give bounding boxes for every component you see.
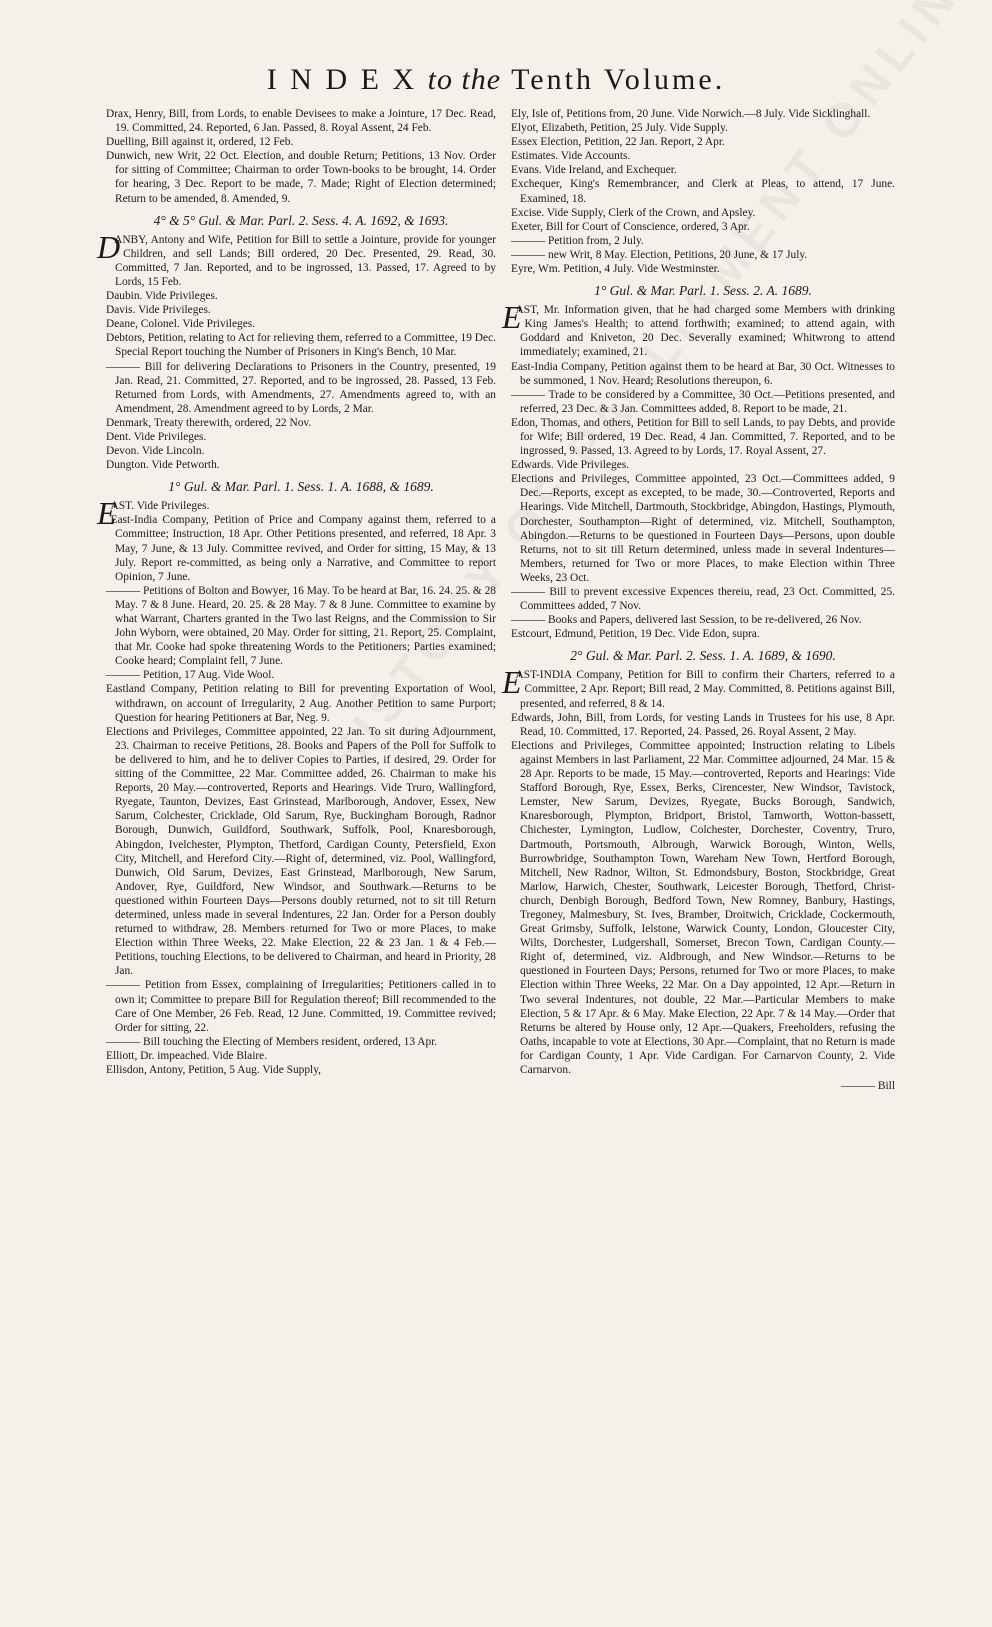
entry-text: AST. Vide Privileges. [110,500,210,513]
index-entry: Estcourt, Edmund, Petition, 19 Dec. Vide Edon, supra. [511,628,760,641]
index-entry [502,299,895,359]
entry-text: AST-INDIA Company, Petition for Bill to confirm their Charters, referred to a Committee, 2 Apr. Report; Bill read, 2 May. Committed, 8. Petitions against Bill, presented, and referred, 8 & 14. [515,669,895,710]
index-entry: Deane, Colonel. Vide Privileges. [106,318,256,331]
index-entry: Denmark, Treaty therewith, ordered, 22 Nov. [106,416,312,429]
index-entry: ——— Petitions of Bolton and Bowyer, 16 May. To be heard at Bar, 16. 24. 25. & 28 May. 7 & 8 June. Heard, 20. 25. & 28 May. 7 & 8 June. Committee to examine by what Warrant, Charters granted in the Two last Reigns, and the Commission to Sir John Wyborn, were obtained, 20 May. Order for sitting, 21. Report, 25. Complaint, that Mr. Cooke had spoke threatening Words to the Petitioners; Parties examined; Cooke heard; Complaint fell, 7 June. [106,584,496,668]
title-index: I N D E X [266,63,418,96]
index-entry: Debtors, Petition, relating to Act for relieving them, referred to a Committee, 19 Dec. Special Report touching the Number of Prisoners in King's Bench, 10 Mar. [106,332,496,359]
index-entry [97,228,496,289]
index-entry: ——— Bill for delivering Declarations to Prisoners in the Country, presented, 19 Jan. Read, 21. Committed, 27. Reported, and to be ingrossed, 28. Passed, 13 Feb. Returned from Lords, with Amendments, 27. Amendments agreed to, with an Amendment, 28. Amendment agreed to by Lords, 2 Mar. [106,360,496,415]
index-entry: Eyre, Wm. Petition, 4 July. Vide Westminster. [511,263,720,276]
index-entry: Ely, Isle of, Petitions from, 20 June. Vide Norwich.—8 July. Vide Sicklinghall. [511,108,871,120]
index-entry: ——— Trade to be considered by a Committee, 30 Oct.—Petitions presented, and referred, 23 Dec. & 3 Jan. Committees added, 8. Report to be made, 21. [511,388,895,415]
index-entry: ——— Petition from Essex, complaining of Irregularities; Petitioners called in to own it; Committee to prepare Bill for Regulation thereof; Bill recommended to the Care of One Member, 26 Feb. Read, 12 June. Committed, 19. Committee revived; Order for sitting, 22. [106,979,496,1034]
index-entry: East-India Company, Petition against them to be heard at Bar, 30 Oct. Witnesses to be summoned, 1 Nov. Heard; Resolutions thereupon, 6. [511,360,895,387]
section-heading: 1° Gul. & Mar. Parl. 1. Sess. 2. A. 1689. [594,283,812,299]
index-entry: Edwards, John, Bill, from Lords, for vesting Lands in Trustees for his use, 8 Apr. Read, 10. Committed, 17. Reported, 24. Passed, 26. Royal Assent, 2 May. [511,711,895,738]
index-entry: Dunwich, new Writ, 22 Oct. Election, and double Return; Petitions, 13 Nov. Order for sitting of Committee; Chairman to order Town-books to be brought, 14. Order for hearing, 3 Dec. Report to be made, 7. Made; Right of Election determined; Return to be amended, 8. Amended, 9. [106,150,496,205]
index-entry: Eastland Company, Petition relating to Bill for preventing Exportation of Wool, withdrawn, on account of Irregularity, 2 Aug. Another Petition to same Purport; Question for hearing Petitioners at Bar, Neg. 9. [106,683,496,724]
section-heading: 4° & 5° Gul. & Mar. Parl. 2. Sess. 4. A. 1692, & 1693. [153,212,449,228]
index-entry: Elliott, Dr. impeached. Vide Blaire. [106,1049,268,1062]
index-entry: Evans. Vide Ireland, and Exchequer. [511,164,677,177]
left-column [97,107,496,1077]
index-entry: Elyot, Elizabeth, Petition, 25 July. Vide Supply. [511,122,728,135]
index-entry: ——— Bill to prevent excessive Expences thereiu, read, 23 Oct. Committed, 25. Committees added, 7 Nov. [511,586,895,613]
index-entry: Edon, Thomas, and others, Petition for Bill to sell Lands, to pay Debts, and provide for Wife; Bill ordered, 19 Dec. Read, 4 Jan. Committed, 7. Reported, and to be ingrossed, 9. Passed, 13. Agreed to by Lords, 17. Royal Assent, 27. [511,416,895,458]
index-entry: Exchequer, King's Remembrancer, and Clerk at Pleas, to attend, 17 June. Examined, 18. [511,178,895,205]
index-entry: Davis. Vide Privileges. [106,304,211,317]
index-entry: Dungton. Vide Petworth. [106,459,220,472]
index-entry: Exeter, Bill for Court of Conscience, ordered, 3 Apr. [511,220,750,233]
title-volume: Tenth Volume. [511,63,726,96]
index-entry: Drax, Henry, Bill, from Lords, to enable Devisees to make a Jointure, 17 Dec. Read, 19. Committed, 24. Reported, 6 Jan. Passed, 8. Royal Assent, 24 Feb. [106,108,496,135]
index-entry: Excise. Vide Supply, Clerk of the Crown, and Apsley. [511,206,756,219]
index-entry: Estimates. Vide Accounts. [511,150,631,163]
index-entry: Dent. Vide Privileges. [106,430,207,443]
index-entry: ——— Petition, 17 Aug. Vide Wool. [106,669,275,682]
right-column [502,107,895,1093]
entry-text: ANBY, Antony and Wife, Petition for Bill to settle a Jointure, provide for younger Children, and sell Lands; Bill ordered, 20 Dec. Presented, 29. Read, 30. Committed, 7 Jan. Reported, and to be ingrossed, 13. Passed, 17. Agreed to by Lords, 15 Feb. [114,233,496,288]
page-title [0,63,992,97]
index-entry: ——— Petition from, 2 July. [511,234,644,247]
index-entry: Essex Election, Petition, 22 Jan. Report, 2 Apr. [511,136,725,149]
index-entry [97,495,496,532]
section-heading: 2° Gul. & Mar. Parl. 2. Sess. 1. A. 1689, & 1690. [570,648,836,664]
index-entry: ——— new Writ, 8 May. Election, Petitions, 20 June, & 17 July. [511,248,808,261]
index-entry: Ellisdon, Antony, Petition, 5 Aug. Vide Supply, [106,1064,322,1076]
drop-initial: E [502,299,522,336]
drop-initial: D [97,228,121,265]
index-entry [502,664,895,710]
section-heading: 1° Gul. & Mar. Parl. 1. Sess. 1. A. 1688, & 1689. [168,479,434,495]
index-entry: Elections and Privileges, Committee appointed, 22 Jan. To sit during Adjournment, 23. Chairman to receive Petitions, 28. Books and Papers of the Poll for Suffolk to be delivered to him, and he to deliver Copies to Parties, if desired, 29. Order for sitting of the Committee, 22 Mar. Committee added, 26. Chairman to make his Reports, 20 May.—controverted, Reports and Hearings. Vide Truro, Wallingford, Ryegate, Taunton, Devizes, East Grinstead, Marlborough, Andover, Essex, New Sarum, Colchester, Cricklade, Old Sarum, Rye, Buckingham Borough, Radnor Borough, Dunwich, Guildford, Southwark, Suffolk, Pool, Knaresborough, Abingdon, Ivelchester, Plympton, Thetford, Cardigan County, Petersfield, Exon City, Mitchell, and Hereford City.—Right of, determined, viz. Pool, Wallingford, Dunwich, Old Sarum, Devizes, East Grinstead, Marlborough, New Sarum, Andover, Rye, Guildford, New Windsor, and Southwark.—Returns to be questioned within Fourteen Days—Persons doubly returned, not to sit till Return determined, unless made in several Indentures, 22 Jan. Order for a Person doubly returned to withdraw, 28. Members returned for Two or more Places, to make Election within Three Weeks, 22. Make Election, 22 & 23 Jan. 1 & 4 Feb.—Petitions, touching Elections, to be delivered to Chairman, and heard in Priority, 28 Jan. [106,725,496,978]
index-entry: ——— Bill touching the Electing of Members resident, ordered, 13 Apr. [106,1035,438,1048]
index-entry: Edwards. Vide Privileges. [511,459,630,472]
index-entry: Daubin. Vide Privileges. [106,290,218,303]
index-entry: Elections and Privileges, Committee appointed; Instruction relating to Libels against Members in last Parliament, 22 Mar. Committee adjourned, 24 Mar. 15 & 28 Apr. Reports to be made, 15 May.—controverted, Reports and Hearings: Vide Stafford Borough, Rye, Essex, Berks, Cirencester, New Windsor, Tavistock, Lemster, New Sarum, Devizes, Ryegate, Bucks Borough, Sandwich, Knaresborough, Plympton, Bridport, Bristol, Tamworth, Wotton-bassett, Chichester, Lymington, Ludlow, Colchester, Dorchester, Coventry, Truro, Dartmouth, Portsmouth, Albrough, Warwick Borough, Winton, Wells, Burrowbridge, Southampton Town, Wareham New Town, Hertford Borough, Mitchell, New Radnor, Wilton, St. Edmondsbury, Boston, Stockbridge, Great Marlow, Harwich, Chester, Southwark, Leicester Borough, Thetford, Christ-church, Denbigh Borough, Bedford Town, New Romney, Banbury, Hastings, Tregoney, Malmesbury, St. Ives, Bramber, Droitwich, Cricklade, Cockermouth, Great Grimsby, Suffolk, Ielstone, Warwick County, London, Gloucester City, Wilts, Dorchester, Ludgershall, Somerset, Brecon Town, Cardigan County.—Right of, determined, viz. Aldbrough, and New Windsor.—Returns to be questioned in Fourteen Days; Persons, returned for Two or more Places, to make Election within Three Weeks, 22 Mar. On a Day appointed, 12 Apr.—Return in Two several Indentures, not double, 22 Mar.—Particular Members to make Election, 5 & 17 Apr. & 6 May. Make Election, 22 Apr. 7 & 14 May.—Order that Returns be altered by House only, 12 Apr.—Quakers, Freeholders, refusing the Oaths, incapable to vote at Elections, 30 Apr.—Complaint, that no Return is made for Cardigan County, 1 Apr. Vide Cardigan. For Carnarvon County, 2. Vide Carnarvon. [511,739,895,1076]
drop-initial: E [97,495,117,532]
catchword: ——— Bill [840,1080,895,1093]
entry-text: AST, Mr. Information given, that he had charged some Members with drinking King James's Health; to attend forthwith; examined; to attend again, with Goddard and Kniveton, 20 Dec. Severally examined; Whitwrong to attend immediately; examined, 21. [515,304,895,359]
title-to-the: to the [427,63,502,96]
index-entry: Elections and Privileges, Committee appointed, 23 Oct.—Committees added, 9 Dec.—Reports, except as excepted, to be made, 30.—Controverted, Reports and Hearings. Vide Mitchell, Dartmouth, Stockbridge, Abingdon, Hastings, Plymouth, Dorchester, Southampton—Right of determined, viz. Mitchell, Southampton, Abingdon.—Returns to be questioned in Fourteen Days—Persons, upon double Returns, not to sit till Return determined, unless made in several Indentures—Members, returned for Two or more Places, to make Election within Three Weeks, 23 Oct. [511,473,895,584]
index-entry: ——— Books and Papers, delivered last Session, to be re-delivered, 26 Nov. [511,614,862,627]
index-entry: Duelling, Bill against it, ordered, 12 Feb. [106,136,294,149]
index-entry: East-India Company, Petition of Price and Company against them, referred to a Committee; Instruction, 18 Apr. Other Petitions presented, and referred, 18 Apr. 3 May, 7 June, & 13 July. Committee revived, and Order for sitting, 15 May, & 13 July. Report re-committed, as being only a Narrative, and Committee to report Opinion, 7 June. [110,514,496,583]
drop-initial: E [502,664,522,701]
index-entry: Devon. Vide Lincoln. [106,445,205,458]
